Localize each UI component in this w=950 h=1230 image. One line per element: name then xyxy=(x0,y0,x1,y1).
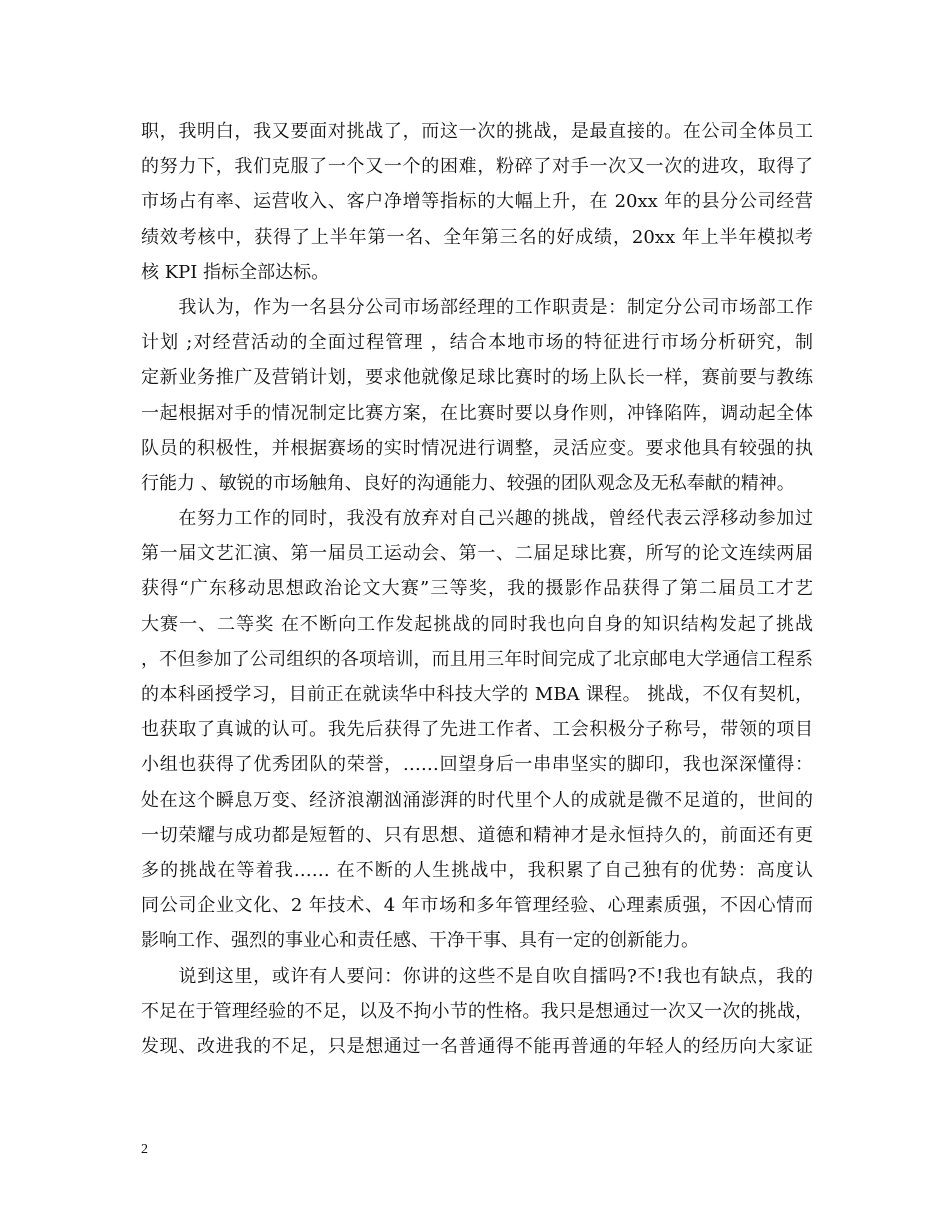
text-line: 获得“广东移动思想政治论文大赛”三等奖，我的摄影作品获得了第二届员工才艺 xyxy=(141,578,813,600)
body-text xyxy=(141,114,813,1064)
text-line: 绩效考核中，获得了上半年第一名、全年第三名的好成绩，20xx 年上半年模拟考 xyxy=(141,226,813,248)
text-line: 行能力 、敏锐的市场触角、良好的沟通能力、较强的团队观念及无私奉献的精神。 xyxy=(141,472,795,494)
text-line: 大赛一、二等奖 在不断向工作发起挑战的同时我也向自身的知识结构发起了挑战 xyxy=(141,613,813,635)
text-line: 小组也获得了优秀团队的荣誉，……回望身后一串串坚实的脚印，我也深深懂得： xyxy=(141,754,813,776)
text-line: 定新业务推广及营销计划，要求他就像足球比赛时的场上队长一样，赛前要与教练 xyxy=(141,367,813,389)
text-line: 核 KPI 指标全部达标。 xyxy=(141,261,330,283)
page-number: 2 xyxy=(141,1142,148,1157)
text-line: 也获取了真诚的认可。我先后获得了先进工作者、工会积极分子称号，带领的项目 xyxy=(141,719,813,741)
text-line: 不足在于管理经验的不足，以及不拘小节的性格。我只是想通过一次又一次的挑战， xyxy=(141,1000,813,1022)
text-line: 队员的积极性，并根据赛场的实时情况进行调整，灵活应变。要求他具有较强的执 xyxy=(141,437,813,459)
text-line: 多的挑战在等着我…… 在不断的人生挑战中，我积累了自己独有的优势：高度认 xyxy=(141,859,813,881)
text-line: 的本科函授学习，目前正在就读华中科技大学的 MBA 课程。 挑战，不仅有契机， xyxy=(141,684,813,705)
text-line: 职，我明白，我又要面对挑战了，而这一次的挑战，是最直接的。在公司全体员工 xyxy=(141,121,813,142)
text-line: 处在这个瞬息万变、经济浪潮汹涌澎湃的时代里个人的成就是微不足道的，世间的 xyxy=(141,789,813,811)
text-line: 的努力下，我们克服了一个又一个的困难，粉碎了对手一次又一次的进攻，取得了 xyxy=(141,156,813,178)
text-line: ，不但参加了公司组织的各项培训，而且用三年时间完成了北京邮电大学通信工程系 xyxy=(141,648,813,670)
text-line: 第一届文艺汇演、第一届员工运动会、第一、二届足球比赛，所写的论文连续两届 xyxy=(141,543,813,565)
text-line: 一切荣耀与成功都是短暂的、只有思想、道德和精神才是永恒持久的，前面还有更 xyxy=(141,824,813,846)
text-line: 一起根据对手的情况制定比赛方案，在比赛时要以身作则，冲锋陷阵，调动起全体 xyxy=(141,402,813,424)
text-line: 我认为，作为一名县分公司市场部经理的工作职责是：制定分公司市场部工作 xyxy=(141,296,813,318)
text-line: 发现、改进我的不足，只是想通过一名普通得不能再普通的年轻人的经历向大家证 xyxy=(141,1035,813,1057)
text-line: 市场占有率、运营收入、客户净增等指标的大幅上升，在 20xx 年的县分公司经营 xyxy=(141,191,813,213)
text-line: 计划 ;对经营活动的全面过程管理 ，结合本地市场的特征进行市场分析研究，制 xyxy=(141,332,813,354)
text-line: 影响工作、强烈的事业心和责任感、干净干事、具有一定的创新能力。 xyxy=(141,930,699,952)
text-line: 同公司企业文化、2 年技术、4 年市场和多年管理经验、心理素质强，不因心情而 xyxy=(141,895,813,917)
text-line: 在努力工作的同时，我没有放弃对自己兴趣的挑战，曾经代表云浮移动参加过 xyxy=(141,508,813,530)
text-line: 说到这里，或许有人要问：你讲的这些不是自吹自擂吗?不!我也有缺点，我的 xyxy=(141,965,813,987)
